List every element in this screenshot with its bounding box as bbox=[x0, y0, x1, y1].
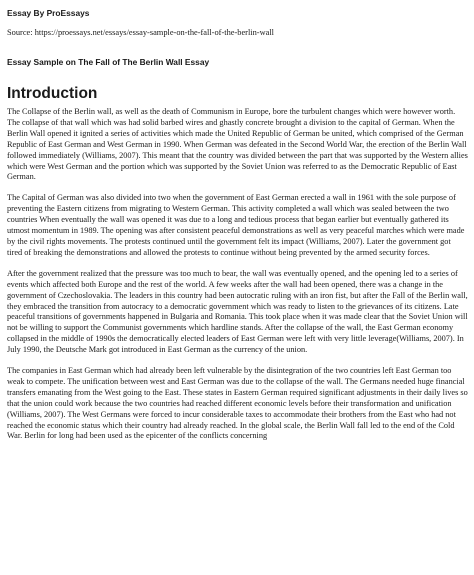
site-header-title: Essay By ProEssays bbox=[7, 8, 90, 18]
source-line bbox=[7, 27, 468, 38]
essay-title: Essay Sample on The Fall of The Berlin Wall Essay bbox=[7, 57, 210, 67]
source-label: Source: bbox=[7, 28, 35, 37]
paragraph: The Capital of German was also divided into two when the government of East German erected a wall in 1961 with the sole purpose of preventing the Eastern citizens from migrating to Western German. This activity completed a wall which was sealed between the two countries When eventually the wall was opened it was due to a long and tedious process that began earlier but eventually gathered its utmost momentum in 1989. The opening was after consistent peaceful demonstrations as well as very peaceful marches which were made by the civil rights movements. The protests continued until the government felt its impact (Williams, 2007). Later the government got tired of breaking the demonstrations and allowed the protests to continue without being prevented by the armed security forces. bbox=[7, 193, 465, 257]
paragraph: The Collapse of the Berlin wall, as well as the death of Communism in Europe, bore the turbulent changes which were however worth. The collapse of that wall which was had solid barbed wires and ghastly concrete brought a division to the capital of German. When the Berlin Wall opened it ignited a series of activities which made the United Republic of German be united, which comprised of the German Republic of East German and West German in 1990. When German was defeated in the Second World War, the erection of the Berlin Wall followed immediately (Williams, 2007). This meant that the country was divided between the part that was supported by the Western allies which were West German and the portion which was supported by the Soviet Union was referred to as the Democratic Republic of East German. bbox=[7, 107, 468, 182]
section-heading-introduction: Introduction bbox=[7, 85, 98, 102]
document-content bbox=[7, 8, 468, 442]
paragraph: After the government realized that the pressure was too much to bear, the wall was eventually opened, and the opening led to a series of events which affected both Europe and the rest of the world. A few weeks after the wall had been opened, there was a change in the government of Czechoslovakia. The leaders in this country had been autocratic ruling with an iron fist, but after the Fall of the Berlin wall, they embraced the transition from autocracy to a democratic government which was ready to listen to the grievances of its citizens. Late peaceful transitions of governments happened in Bulgaria and Romania. This took place when it was made clear that the Soviet Union will not be willing to support the Communist governments which hardline stands. After the collapse of the wall, the East German economy collapsed in the middle of 1990s the democratically elected leaders of East German were left with very little leverage(Williams, 2007). In July 1990, the Deutsche Mark got introduced in East German as the currency of the union. bbox=[7, 268, 468, 355]
source-url: https://proessays.net/essays/essay-sample-on-the-fall-of-the-berlin-wall bbox=[34, 28, 275, 37]
paragraph: The companies in East German which had already been left vulnerable by the disintegration of the two countries left East German too weak to compete. The unification between west and East German was due to the collapse of the wall. The Germans needed huge financial transfers emanating from the West going to the East. These states in Eastern German required significant adjustments in their daily lives so that the union could work because the two countries had reached different economic levels before their transformation and unification (Williams, 2007). The West Germans were forced to incur considerable taxes to accommodate their brothers from the East who had not reached the economic status which their country had already reached. In the global scale, the Berlin Wall fall led to the end of the Cold War. Berlin for long had been used as the epicenter of the conflicts concerning bbox=[7, 366, 468, 441]
